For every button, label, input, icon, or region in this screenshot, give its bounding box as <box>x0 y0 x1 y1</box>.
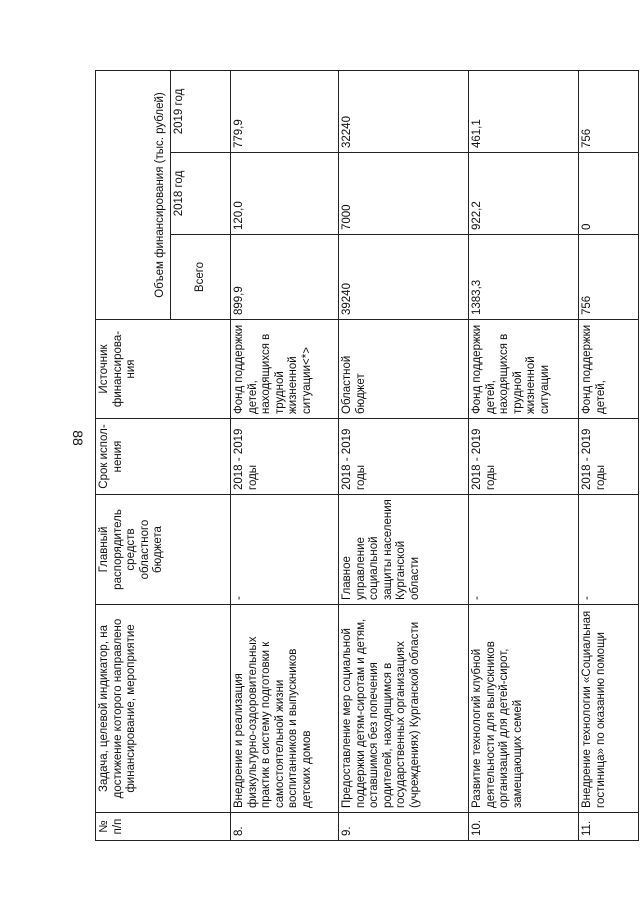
cell-2018: 7000 <box>339 153 469 235</box>
cell-num: 10. <box>469 813 579 841</box>
cell-total: 756 <box>579 235 639 320</box>
cell-term: 2018 - 2019 годы <box>579 419 639 495</box>
table-row <box>469 70 579 840</box>
header-term: Срок испол-нения <box>96 419 231 495</box>
cell-term: 2018 - 2019 годы <box>469 419 579 495</box>
cell-num: 8. <box>231 813 339 841</box>
cell-term: 2018 - 2019 годы <box>339 419 469 495</box>
header-source: Источник финансирова-ния <box>96 320 231 419</box>
cell-2019: 461,1 <box>469 70 579 152</box>
cell-2018: 922,2 <box>469 153 579 235</box>
cell-source: Фонд поддержки детей, находящихся в трудной жизненной ситуации<*> <box>231 320 339 419</box>
cell-task: Предоставление мер социальной поддержки детям-сиротам и детям, оставшимся без попечения родителей, находящимся в государственных организациях (учреждениях) Курганской области <box>339 605 469 813</box>
cell-total: 39240 <box>339 235 469 320</box>
cell-distributor: Главное управление социальной защиты населения Курганской области <box>339 495 469 605</box>
header-num: № п/п <box>96 813 231 841</box>
cell-2018: 120,0 <box>231 153 339 235</box>
header-volume: Объем финансирования (тыс. рублей) <box>96 70 171 319</box>
cell-source: Областной бюджет <box>339 320 469 419</box>
header-2018: 2018 год <box>171 153 231 235</box>
cell-task: Развитие технологий клубной деятельности для выпускников организаций для детей-сирот, замещающих семей <box>469 605 579 813</box>
cell-task: Внедрение и реализация физкультурно-оздоровительных практик в систему подготовки к самостоятельной жизни воспитанников и выпускников детских домов <box>231 605 339 813</box>
header-task: Задача, целевой индикатор, на достижение которого направлено финансирование, мероприятие <box>96 605 231 813</box>
cell-source: Фонд поддержки детей, <box>579 320 639 419</box>
cell-num: 11. <box>579 813 639 841</box>
cell-2019: 779,9 <box>231 70 339 152</box>
cell-task: Внедрение технологии «Социальная гостиница» по оказанию помощи <box>579 605 639 813</box>
page-number: 88 <box>69 430 86 446</box>
cell-total: 899,9 <box>231 235 339 320</box>
cell-term: 2018 - 2019 годы <box>231 419 339 495</box>
rotated-page <box>95 71 607 841</box>
header-distributor: Главный распорядитель средств областного бюджета <box>96 495 231 605</box>
header-2019: 2019 год <box>171 70 231 152</box>
cell-2018: 0 <box>579 153 639 235</box>
table-row <box>339 70 469 840</box>
table-row <box>231 70 339 840</box>
cell-total: 1383,3 <box>469 235 579 320</box>
cell-2019: 756 <box>579 70 639 152</box>
cell-source: Фонд поддержки детей, находящихся в трудной жизненной ситуации <box>469 320 579 419</box>
table-row <box>579 70 639 840</box>
cell-distributor: - <box>579 495 639 605</box>
header-total: Всего <box>171 235 231 320</box>
cell-distributor: - <box>231 495 339 605</box>
cell-num: 9. <box>339 813 469 841</box>
cell-2019: 32240 <box>339 70 469 152</box>
cell-distributor: - <box>469 495 579 605</box>
financing-table <box>95 70 639 841</box>
